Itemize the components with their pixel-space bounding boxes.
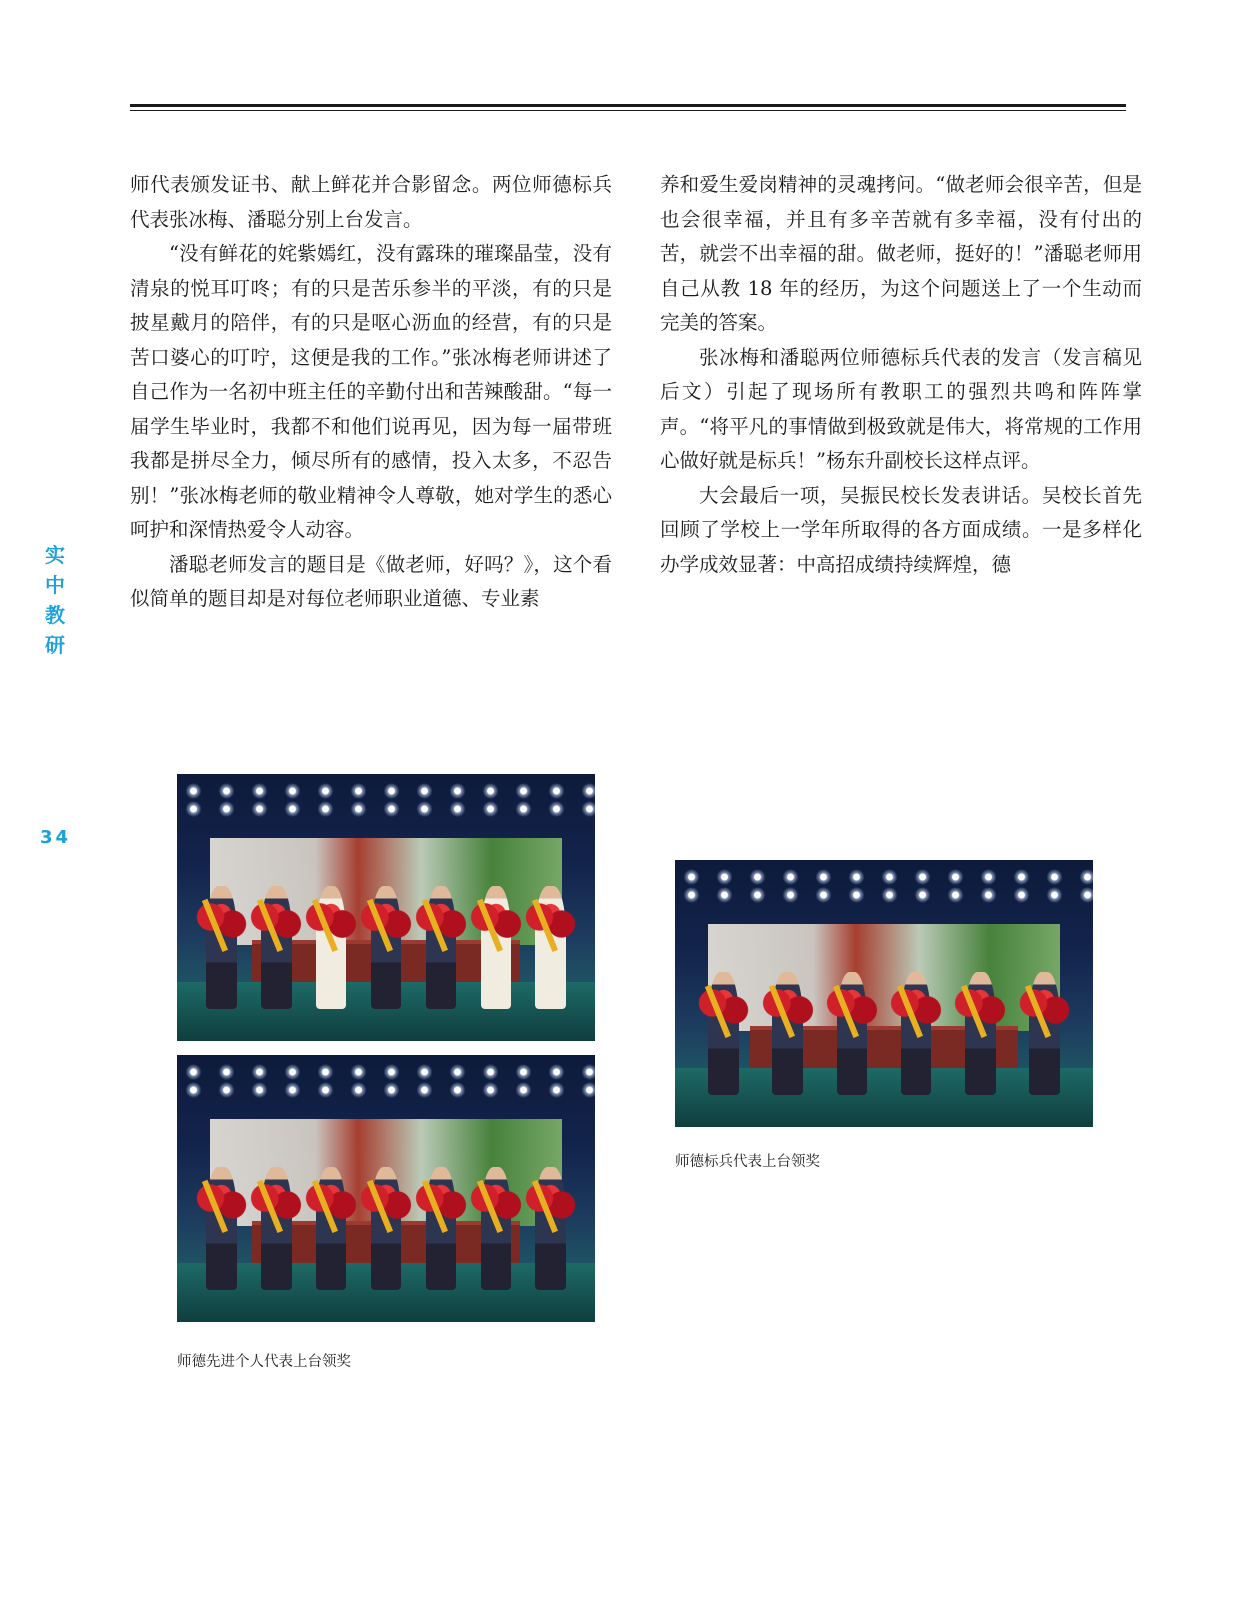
awardee — [371, 1167, 402, 1290]
awardee — [772, 972, 803, 1095]
paragraph: 张冰梅和潘聪两位师德标兵代表的发言（发言稿见后文）引起了现场所有教职工的强烈共鸣和阵阵掌声。“将平凡的事情做到极致就是伟大，将常规的工作用心做好就是标兵！”杨东升副校长这样点评。 — [660, 345, 1142, 472]
awardee — [371, 886, 402, 1009]
section-label-char: 教 — [45, 603, 65, 627]
section-label — [40, 540, 70, 660]
awardee — [1029, 972, 1060, 1095]
page-number: 34 — [40, 827, 72, 848]
header-rule-thick — [130, 104, 1126, 107]
awardee — [206, 1167, 237, 1290]
awardee — [261, 886, 292, 1009]
right-text-column — [660, 168, 1142, 582]
photo-caption-right: 师德标兵代表上台领奖 — [675, 1154, 820, 1170]
awardee — [426, 1167, 457, 1290]
award-photo-3 — [675, 860, 1093, 1127]
section-label-char: 研 — [45, 633, 65, 657]
awardees-group — [177, 886, 595, 1009]
awardee — [535, 1167, 566, 1290]
photo-caption-left: 师德先进个人代表上台领奖 — [177, 1354, 351, 1370]
awardees-group — [177, 1167, 595, 1290]
awardee — [901, 972, 932, 1095]
awardees-group — [675, 972, 1093, 1095]
awardee — [316, 1167, 347, 1290]
header-rule-thin — [130, 110, 1126, 111]
left-text-column — [130, 168, 612, 617]
awardee — [316, 886, 347, 1009]
section-label-char: 中 — [45, 573, 65, 597]
stage-lights — [177, 1063, 595, 1099]
award-photo-1 — [177, 774, 595, 1041]
awardee — [206, 886, 237, 1009]
paragraph: 大会最后一项，吴振民校长发表讲话。吴校长首先回顾了学校上一学年所取得的各方面成绩。一是多样化办学成效显著：中高招成绩持续辉煌，德 — [660, 483, 1142, 576]
awardee — [965, 972, 996, 1095]
awardee — [837, 972, 868, 1095]
paragraph: 师代表颁发证书、献上鲜花并合影留念。两位师德标兵代表张冰梅、潘聪分别上台发言。 — [130, 173, 612, 231]
awardee — [481, 886, 512, 1009]
awardee — [708, 972, 739, 1095]
awardee — [426, 886, 457, 1009]
stage-lights — [177, 782, 595, 818]
award-photo-2 — [177, 1055, 595, 1322]
paragraph: 养和爱生爱岗精神的灵魂拷问。“做老师会很辛苦，但是也会很幸福，并且有多辛苦就有多幸福，没有付出的苦，就尝不出幸福的甜。做老师，挺好的！”潘聪老师用自己从教 18 年的经历，为这个问题送上了一个生动而完美的答案。 — [660, 173, 1142, 334]
awardee — [481, 1167, 512, 1290]
stage-lights — [675, 868, 1093, 904]
section-label-char: 实 — [45, 543, 65, 567]
awardee — [261, 1167, 292, 1290]
paragraph: 潘聪老师发言的题目是《做老师，好吗？》，这个看似简单的题目却是对每位老师职业道德、专业素 — [130, 552, 612, 610]
paragraph: “没有鲜花的姹紫嫣红，没有露珠的璀璨晶莹，没有清泉的悦耳叮咚；有的只是苦乐参半的平淡，有的只是披星戴月的陪伴，有的只是呕心沥血的经营，有的只是苦口婆心的叮咛，这便是我的工作。”张冰梅老师讲述了自己作为一名初中班主任的辛勤付出和苦辣酸甜。“每一届学生毕业时，我都不和他们说再见，因为每一届带班我都是拼尽全力，倾尽所有的感情，投入太多，不忍告别！”张冰梅老师的敬业精神令人尊敬，她对学生的悉心呵护和深情热爱令人动容。 — [130, 242, 612, 541]
awardee — [535, 886, 566, 1009]
